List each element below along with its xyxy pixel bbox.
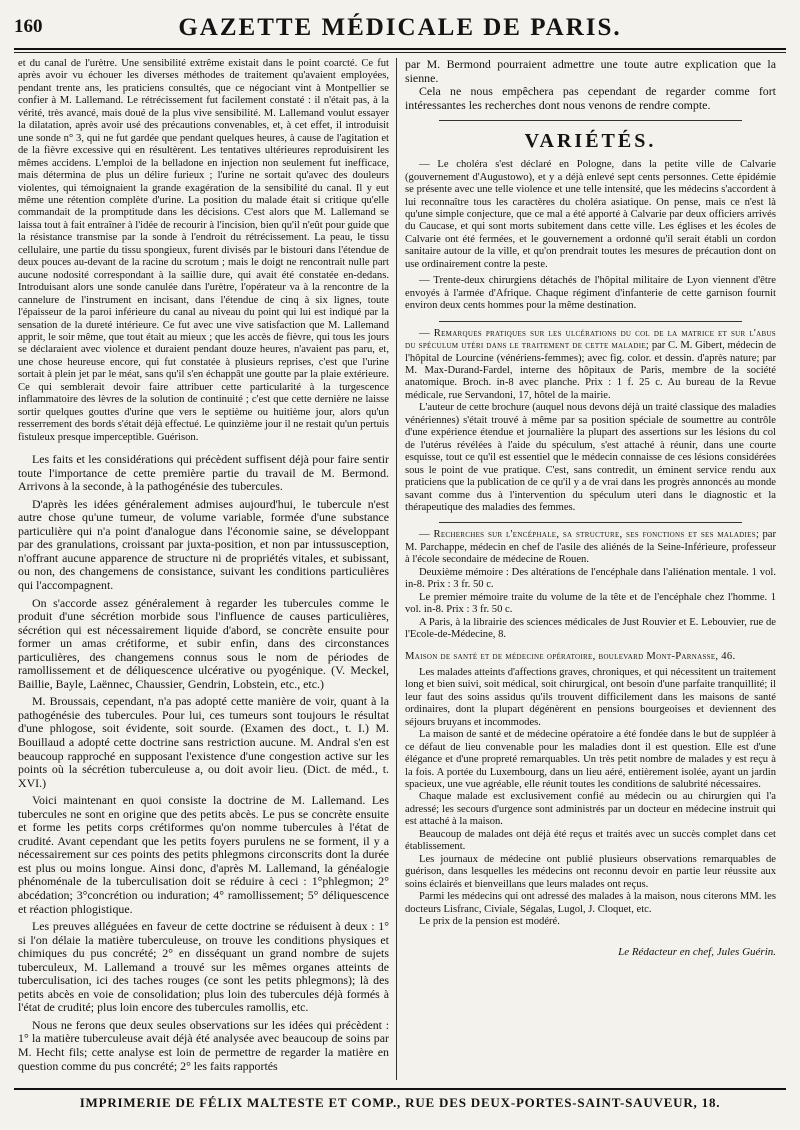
paragraph-proofs: Les preuves alléguées en faveur de cette doctrine se réduisent à deux : 1° si l'on délaie la matière tuberculeuse, on trouve les conditions physiques et chimiques du pus concrété; 2° en disséquant un grand nombre de sujets tuberculeux, M. Lallemand a trouvé sur les mêmes organes atteints de tuberculisation, ici des taches rouges (ce sont les petits phlegmons); là des petits abcès en voie de consolidation; plus loin des tubercules déjà formés à l'état de crudité; plus loin encore des tubercules ramollis, etc. <box>18 919 389 1015</box>
page-header <box>14 8 786 50</box>
news-item-cholera: — Le choléra s'est déclaré en Pologne, dans la petite ville de Calvarie (gouvernement d'Augustowo), et y a déjà enlevé sept cents personnes. Cette épidémie se présente avec une telle violence et une telle intensité, que les médecins s'accordent à lui reconnaître tous les caractères du choléra asiatique. On pense, mais ce n'est là qu'une simple conjecture, que ce mal a été apporté à Calvarie par deux officiers arrivés du Caucase, et qui sont morts subitement dans cette ville. Les églises et les écoles de Calvarie ont été fermées, et le gouvernement a ordonné qu'il serait établi un cordon sanitaire autour de la ville, et qu'on prendrait toutes les mesures de précaution dont on use ordinairement contre la peste. <box>405 159 776 270</box>
book-second-memoir: Deuxième mémoire : Des altérations de l'encéphale dans l'aliénation mentale. 1 vol. in-8. Prix : 3 fr. 50 c. <box>405 566 776 591</box>
column-divider <box>396 58 397 1080</box>
paragraph-case-report: et du canal de l'urètre. Une sensibilité extrême existait dans le point coarcté. Ce fut après avoir vu échouer les diverses méthodes de traitement qu'avaient employées, pendant trente ans, les praticiens consultés, que ce négociant vint à Montpellier se confier à M. Lallemand. Le rétrécissement fut facilement constaté : il n'était pas, à la vérité, très avancé, mais doué de la plus vive sensibilité. M. Lallemand voulut essayer la dilatation, après avoir usé des précautions convenables, et, à cet effet, il introduisit une sonde n° 3, qui ne fut gardée que pendant quelques heures, à cause de l'agitation et de la fièvre excessive qui en résultèrent. Les tentatives ultérieures reproduisirent les mêmes accidens. L'emploi de la belladone en injection non seulement fut inefficace, mais détermina de plus un délire furieux ; l'urine ne sortait qu'avec des douleurs violentes, qui témoignaient la grande exagération de la sensibilité du canal. Il y eut même une rétention complète d'urine. La position du malade était si critique qu'elle commandait de la promptitude dans les décisions. C'est alors que M. Lallemand se laissa tout à fait entraîner à l'idée de recourir à l'incision, bien qu'il n'eût pour guide que la résistance transmise par la sonde à l'endroit du rétrécissement. La peau, le tissu cellulaire, une partie du tissu spongieux, furent divisés par le bistouri dans l'étendue de deux pouces au-devant de la racine du scrotum ; mais le doigt ne rencontrait nulle part aucune nodosité correspondant à la saillie dure, qui avait été constatée en-dedans. Introduisant alors une sonde canulée dans l'urètre, l'opérateur va à la rencontre de la cannelure de l'instrument en incisant, dans l'étendue de cinq à six lignes, toute l'épaisseur de la paroi inférieure du canal au niveau du point qui lui est indiqué par la sensation de la dureté intérieure. Ce fut avec une vive satisfaction que M. Lallemand apprit, le soir même, que tout était au mieux ; que les accès de fièvre, qui tous les jours se déclaraient avec violence et duraient pendant douze heures, n'avaient pas paru, et, une chose heureuse encore, qui fut constatée à plusieurs reprises, c'est que l'urine sortait à plein jet par le méat, sans qu'il s'en échappât une goutte par la plaie extérieure. Ce qui semblerait devoir faire attribuer cette particularité à la turgescence inflammatoire des lèvres de la solution de continuité ; c'est que cette dernière ne laisse sortir quelques gouttes d'urine que vers le septième ou huitième jour, alors qu'un resserrement des bords s'était déjà effectué. Le quinzième jour il ne restait qu'un pertuis fistuleux presque imperceptible. Guérison. <box>18 58 389 443</box>
journal-title: GAZETTE MÉDICALE DE PARIS. <box>178 14 622 41</box>
maison-paragraph-1: Les malades atteints d'affections graves, chroniques, et qui nécessitent un traitement long et bien suivi, soit médical, soit chirurgical, ont besoin d'une parfaite tranquillité; il leur faut des soins assidus qu'ils trouvent difficilement dans les maisons de santé ordinaires, dont la plupart dégénèrent en pensions bourgeoises et deviennent des séjours bruyans et incommodes. <box>405 666 776 728</box>
book-review-ulcerations <box>405 328 776 403</box>
maison-paragraph-3: Chaque malade est exclusivement confié au médecin ou au chirurgien qui l'a adressé; les secours d'urgence sont administrés par un docteur en médecine instruit qui est attaché à la maison. <box>405 791 776 828</box>
review-separator <box>439 522 742 523</box>
book-details-ulcerations: par C. M. Gibert, médecin de l'hôpital de Lourcine (vénériens-femmes); avec fig. color. et dessin. d'après nature; par M. Max-Durand-Fardel, interne des hôpitaux de Paris, membre de la société anatomique. Broch. in-8 avec planche. Prix : 1 f. 25 c. Au bureau de la Revue médicale, rue Servandoni, 17, hôtel de la mairie. <box>405 340 776 401</box>
book-first-memoir: Le premier mémoire traite du volume de la tête et de l'encéphale chez l'homme. 1 vol. in-8. Prix : 3 fr. 50 c. <box>405 591 776 616</box>
paragraph-tubercle-definition: D'après les idées généralement admises aujourd'hui, le tubercule n'est autre chose qu'une tumeur, de volume variable, formée d'une substance particulière qui n'a point d'analogue dans l'économie saine, se développant par des granulations, croissant par juxta-position, et non par intussusception, n'offrant aucune apparence de structure ni de propriétés vitales, et subissant, ou non, des changemens de consistance, suivant les conditions particulières qui l'accompagnent. <box>18 496 389 592</box>
left-column <box>18 58 389 1080</box>
news-separator <box>439 321 742 322</box>
header-rule <box>14 52 786 53</box>
maison-paragraph-2: La maison de santé et de médecine opératoire a été fondée dans le but de suppléer à ce défaut de lieu convenable pour les maladies dont il est question. Elle est d'une élégance et d'une propreté remarquables. Un très petit nombre de malades y est reçu à la fois. A portée du Luxembourg, dans un lieu aéré, entièrement isolée, ayant un jardin spacieux, une vue agréable, elle réunit toutes les conditions de salubrité nécessaires. <box>405 729 776 791</box>
page-number: 160 <box>14 16 43 37</box>
paragraph-continuation: par M. Bermond pourraient admettre une toute autre explication que la sienne. <box>405 58 776 85</box>
maison-paragraph-7: Le prix de la pension est modéré. <box>419 916 560 928</box>
section-separator <box>439 120 742 121</box>
maison-paragraph-6: Parmi les médecins qui ont adressé des malades à la maison, nous citerons MM. les docteurs Lisfranc, Civiale, Ségalas, Lugol, J. Cloquet, etc. <box>405 891 776 915</box>
maison-paragraph-5: Les journaux de médecine ont publié plusieurs observations remarquables de guérison, dans lesquelles les médecins ont reconnu devoir en partie leur réussite aux soins éclairés et bienveillans que leurs malades ont reçus. <box>405 853 776 890</box>
book-publisher: A Paris, à la librairie des sciences médicales de Just Rouvier et E. Lebouvier, rue de l'Ecole-de-Médecine, 8. <box>405 616 776 641</box>
paragraph-broussais: M. Broussais, cependant, n'a pas adopté cette manière de voir, quant à la pathogénésie des tubercules. Pour lui, ces tumeurs sont toujours le résultat d'une phlogose, soit évidente, soit sourde. (Examen des doct., t. I.) M. Bouillaud a adopté cette doctrine sans restriction aucune. M. Andral s'en est beaucoup rapproché en supposant l'existence d'une congestion active sur les points où la sécrétion tuberculeuse a, ou doit avoir lieu. (Dict. de méd., t. XVI.) <box>18 694 389 790</box>
printer-imprint: IMPRIMERIE DE FÉLIX MALTESTE ET COMP., RUE DES DEUX-PORTES-SAINT-SAUVEUR, 18. <box>79 1095 721 1110</box>
news-item-surgeons: — Trente-deux chirurgiens détachés de l'hôpital militaire de Lyon viennent d'être envoyés à l'armée d'Afrique. Chaque régiment d'infanterie de cette garnison fournit environ deux cents hommes pour la même destination. <box>405 275 776 312</box>
paragraph-conclusion: Cela ne nous empêchera pas cependant de regarder comme fort intéressantes les recherches dont nous venons de rendre compte. <box>405 84 776 112</box>
footer-rule <box>14 1088 786 1090</box>
paragraph-lallemand-doctrine: Voici maintenant en quoi consiste la doctrine de M. Lallemand. Les tubercules ne sont en origine que des petits abcès. Le pus se concrète ensuite et forme les petits corps crétiformes qu'on nomme tubercules à l'état de crudité. Avant cependant que les petits foyers purulens ne se forment, il y a nécessairement sur ces points des petits phlegmons circonscrits dont la durée est plus ou moins longue. Ainsi donc, d'après M. Lallemand, la généalogie phénoménale de la tuberculisation doit se réduire à ceci : 1°phlegmon; 2° abcédation; 3°concrétion ou induration; 4° ramollissement; 5° déliquescence et réaction phlogistique. <box>18 793 389 916</box>
book-details-encephale: par M. Parchappe, médecin en chef de l'asile des aliénés de la Seine-Inférieure, professeur à l'école secondaire de médecine de Rouen. <box>405 529 776 566</box>
paragraph-observations: Nous ne ferons que deux seules observations sur les idées qui précèdent : 1° la matière tuberculeuse avait déjà été analysée avec beaucoup de soins par M. Hecht fils; cette analyse est loin de permettre de regarder la matière en question comme du pus concrété; 2° les faits rapportés <box>18 1017 389 1073</box>
right-column <box>405 58 776 1080</box>
book-title-encephale: — Recherches sur l'encéphale, sa structure, ses fonctions et ses maladies; <box>419 529 760 541</box>
maison-de-sante-title: Maison de santé et de médecine opératoire, boulevard Mont-Parnasse, 46. <box>405 650 736 662</box>
book-review-encephale <box>405 529 776 566</box>
book-title-ulcerations: — Remarques pratiques sur les ulcérations du col de la matrice et sur l'abus du spéculum utéri dans le traitement de cette maladie; <box>405 327 776 352</box>
paragraph-transition: Les faits et les considérations qui précèdent suffisent déjà pour faire sentir toute l'importance de cette première partie du travail de M. Bermond. Arrivons à la seconde, à la pathogénésie des tubercules. <box>18 452 389 494</box>
maison-paragraph-4: Beaucoup de malades ont déjà été reçus et traités avec un succès complet dans cet établissement. <box>405 828 776 853</box>
editor-signature: Le Rédacteur en chef, Jules Guérin. <box>618 946 776 959</box>
section-title-varietes: VARIÉTÉS. <box>524 130 657 153</box>
book-review-ulcerations-body: L'auteur de cette brochure (auquel nous devons déjà un traité classique des maladies vénériennes) s'était trouvé à même par sa position spéciale de soumettre au contrôle d'une expérience étendue et journalière la plupart des assertions sur les lésions du col de l'utérus révélées à l'aide du spéculum, s'est attaché à réunir, dans une courte esquisse, tout ce qu'il est essentiel que le médecin connaisse de ces lésions considérées sous le point de vue pratique. C'est, sans contredit, un éminent service rendu aux praticiens que la publication de ce qu'il y a de vrai dans les progrès annoncés au monde savant comme dus à l'intervention du spéculum uteri dans le diagnostic et la thérapeutique des maladies des femmes. <box>405 402 776 513</box>
paragraph-secretion-theory: On s'accorde assez généralement à regarder les tubercules comme le produit d'une sécrétion morbide sous l'influence de causes particulières, sécrétion qui est nécessairement liquide d'abord, se concrète ensuite pour former un amas crétiforme, et subir enfin, dans des circonstances particulières, des changemens connus sous le nom de périodes de ramollissement et de déliquescence ulcérative ou pyogénique. (V. Meckel, Baillie, Bayle, Laënnec, Chaussier, Gendrin, Lobstein, etc., etc.) <box>18 595 389 691</box>
